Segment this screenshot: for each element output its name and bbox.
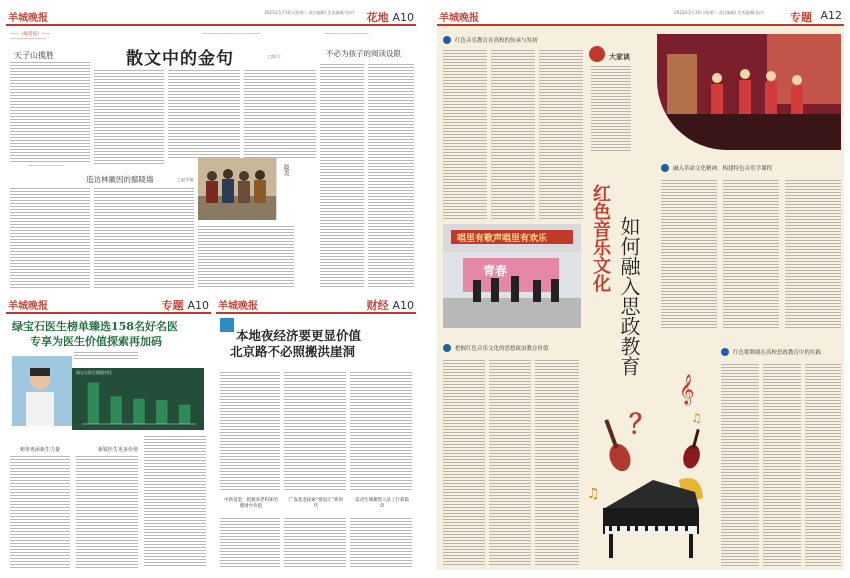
item-b-body xyxy=(284,518,346,568)
vertical-title-black: 如何融入思政教育 xyxy=(617,216,641,376)
article-c-body-2 xyxy=(94,188,194,288)
sec1-title: 红色音乐教育在高校的传承与发扬 xyxy=(455,38,538,44)
article-c-body-1 xyxy=(10,188,90,288)
sec5-icon xyxy=(721,348,729,356)
section-name: 花地 xyxy=(366,11,389,24)
essay-col-1 xyxy=(94,70,164,166)
photo-story-body xyxy=(198,226,294,288)
caijing-body-1 xyxy=(220,372,280,492)
page-number: A12 xyxy=(820,9,842,22)
sec2-title: 大家谈 xyxy=(609,53,630,61)
people-photo xyxy=(198,158,276,220)
music-illustration xyxy=(583,368,713,564)
main-headline: 散文中的金句 xyxy=(126,49,234,69)
newspaper-logo: 羊城晚报 xyxy=(439,13,479,24)
article-a-body xyxy=(10,62,90,162)
headline-line-1: 绿宝石医生榜单臻选158名好名医 xyxy=(12,320,178,333)
page-caijing xyxy=(216,296,416,572)
chart-bar xyxy=(156,400,167,424)
badge-icon xyxy=(220,318,234,332)
masthead xyxy=(6,296,211,314)
dajiatan-icon xyxy=(589,46,605,62)
doctor-body-1 xyxy=(10,456,70,568)
sec4-icon xyxy=(443,344,451,352)
sec4-body-1 xyxy=(443,360,485,566)
concert-photo xyxy=(443,224,581,328)
photo-caption-text: 最美 xyxy=(282,164,289,176)
item-c-title: 雷动生城蓄势入驻工行新篇章 xyxy=(355,498,409,509)
doctor-photo xyxy=(12,356,72,426)
doctor-body-3 xyxy=(144,436,206,568)
photo-caption xyxy=(276,158,294,220)
issue-meta: 2023年5月30日/星期二 责任编辑/ 美术编辑/ 校对 xyxy=(264,10,354,15)
sec1-body-3 xyxy=(539,50,583,220)
section-title xyxy=(367,297,414,313)
headline-line-2: 北京路不必照搬洪崖洞 xyxy=(230,344,356,359)
doctor-body-2 xyxy=(76,456,138,568)
sec4-body-2 xyxy=(489,360,531,566)
item-a-title: 中新基金：把握养老FOF的理财中价值 xyxy=(224,498,278,509)
article-c-author: □赵雪敏 xyxy=(178,177,194,182)
page-number: A10 xyxy=(187,299,209,312)
page-huadi xyxy=(6,8,416,292)
chart-bar xyxy=(88,383,99,424)
caijing-body-3 xyxy=(350,372,412,492)
sec1-body-2 xyxy=(491,50,535,220)
masthead xyxy=(216,296,416,314)
article-a-title: 天子山揽胜 xyxy=(14,51,54,60)
page-number: A10 xyxy=(392,11,414,24)
question-mark: ？ xyxy=(629,410,656,440)
headline-line-2: 专享为医生价值探索再加码 xyxy=(30,335,162,348)
sec5-body-1 xyxy=(721,364,759,566)
sec3-title: 融入革命文化精神，构建特色音乐学课程 xyxy=(673,166,773,172)
sec5-body-2 xyxy=(763,364,801,566)
sub-heading-b: 新锐医生更多价值 xyxy=(98,447,139,453)
svg-text:♫: ♫ xyxy=(587,486,600,502)
sub-heading-a: 榜单再添新生力量 xyxy=(20,447,61,453)
sec3-icon xyxy=(661,164,669,172)
item-c-body xyxy=(350,518,412,568)
article-b-body-1 xyxy=(320,64,364,288)
article-b-body-2 xyxy=(368,64,414,288)
sec1-body-1 xyxy=(443,50,487,220)
sec3-body-1 xyxy=(661,180,717,328)
chart-bar xyxy=(133,399,144,424)
caijing-body-2 xyxy=(284,372,346,492)
essay-col-2 xyxy=(168,70,240,160)
stage-text: 青春 xyxy=(483,264,508,278)
bar-chart xyxy=(72,368,204,430)
article-b-title: 不必为孩子的阅读设限 xyxy=(326,49,401,58)
issue-meta: 2023年5月30日/星期二 责任编辑/ 美术编辑/ 校对 xyxy=(674,10,764,15)
banner-text: 唱里有歌声唱里有欢乐 xyxy=(457,234,548,244)
section-name: 专题 xyxy=(161,299,184,312)
chart-title: 绿宝石医生数据对比 xyxy=(76,370,112,375)
newspaper-logo: 羊城晚报 xyxy=(218,301,258,312)
newspaper-logo: 羊城晚报 xyxy=(8,13,48,24)
page-number: A10 xyxy=(392,299,414,312)
chart-svg xyxy=(72,368,204,430)
section-title xyxy=(162,297,209,313)
item-b-title: 广发基金探索“群星汇”新时代 xyxy=(288,498,344,509)
svg-text:♫: ♫ xyxy=(691,411,702,425)
section-name: 专题 xyxy=(790,11,812,24)
headline-line-1: 本地夜经济要更显价值 xyxy=(236,328,362,343)
page-zhuanti-a10 xyxy=(6,296,211,572)
article-c-kicker: ———————— xyxy=(28,164,64,169)
chart-bar xyxy=(111,396,122,424)
sec4-title: 把握红色音乐文化的思想政治教育价值 xyxy=(455,346,549,352)
sec5-title: 红色歌舞剧在高校思政教育中的实践 xyxy=(733,350,822,356)
headline-kicker: ————————————— xyxy=(202,32,261,37)
performance-photo xyxy=(657,34,841,150)
page-zhuanti-a12 xyxy=(437,8,844,570)
svg-text:𝄞: 𝄞 xyxy=(679,375,695,405)
masthead xyxy=(6,8,416,26)
sec3-body-2 xyxy=(723,180,779,328)
vertical-title-red: 红色音乐文化 xyxy=(590,184,611,292)
article-b-kicker: —————————— xyxy=(324,32,369,37)
section-title xyxy=(367,9,414,25)
masthead xyxy=(437,8,844,26)
sec5-body-3 xyxy=(805,364,841,566)
item-a-body xyxy=(220,518,280,568)
sec4-body-3 xyxy=(535,360,579,566)
sec1-icon xyxy=(443,36,451,44)
newspaper-logo: 羊城晚报 xyxy=(8,301,48,312)
sec2-body xyxy=(591,66,631,152)
article-c-title: 造访林徽因的鄢陵墙 xyxy=(86,175,154,184)
lead-kicker: ——（编者按）—— ———————— xyxy=(10,32,51,42)
headline-author: □郭 江 xyxy=(268,54,282,59)
essay-col-3 xyxy=(244,70,316,160)
chart-bar xyxy=(179,405,190,424)
sec3-body-3 xyxy=(785,180,841,328)
section-name: 财经 xyxy=(366,299,389,312)
intro-text xyxy=(74,352,138,360)
